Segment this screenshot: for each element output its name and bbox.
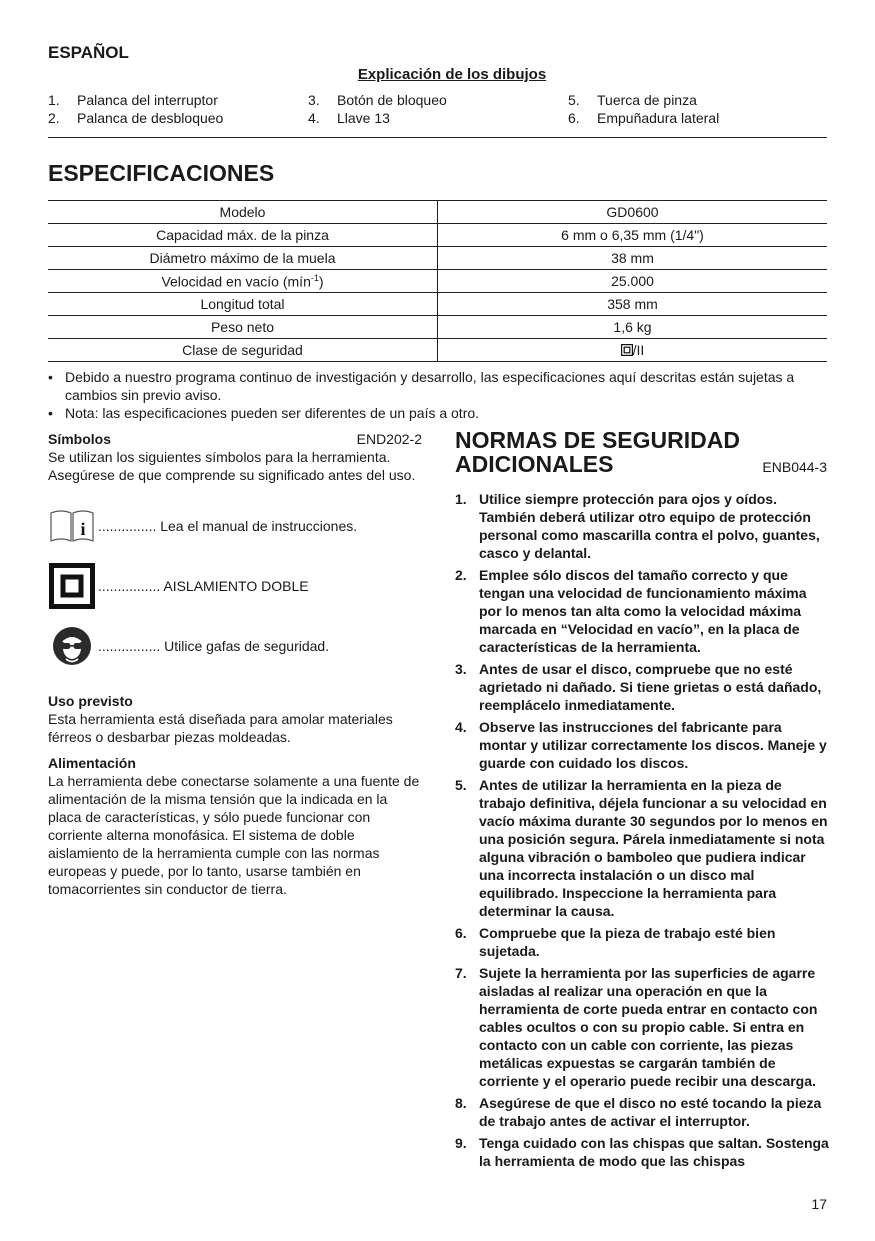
intended-use-text: Esta herramienta está diseñada para amolar materiales férreos o desbarbar piezas moldeadas. [48,711,393,745]
power-text: La herramienta debe conectarse solamente a una fuente de alimentación de la misma tensión que la indicada en la placa de características, y sólo puede funcionar con corriente alterna monofásica. El sistema de doble aislamiento de la herramienta cumple con las normas europeas y puede, por lo tanto, usarse también en tomacorrientes sin conductor de tierra. [48,773,420,897]
legend-item [568,91,719,109]
specifications-table [48,200,827,362]
note-item: • Nota: las especificaciones pueden ser diferentes de un país a otro. [48,404,838,422]
rule-number: 6. [455,925,467,941]
page-number: 17 [811,1196,827,1212]
symbols-title: Símbolos [48,431,112,447]
legend-column-3 [568,91,719,127]
rule-text: Utilice siempre protección para ojos y oídos. También deberá utilizar otro equipo de protección personal como mascarilla contra el polvo, guantes, casco y delantal. [479,491,820,561]
spec-value: 358 mm [438,293,828,316]
language-heading: ESPAÑOL [48,43,129,62]
safety-code: ENB044-3 [762,459,827,475]
rule-text: Antes de usar el disco, compruebe que no esté agrietado ni dañado. Si tiene grietas o está dañado, reemplácelo inmediatamente. [479,661,822,713]
list-item [455,490,829,562]
spec-value: 1,6 kg [438,316,828,339]
spec-label: Longitud total [48,293,438,316]
symbol-description: ............... Lea el manual de instrucciones. [98,518,358,534]
rule-text: Emplee sólo discos del tamaño correcto y que tengan una velocidad de funcionamiento máxima por lo menos tan alta como la velocidad máxima marcada en “Velocidad en vacío”, en la placa de características de la herramienta. [479,567,807,655]
rule-number: 2. [455,567,467,583]
double-insulation-icon [621,344,633,356]
svg-text:i: i [80,519,86,539]
spec-label-end: ) [318,273,324,290]
spec-value-safety-class [438,339,828,362]
safety-rules-list [455,490,829,1170]
rule-number: 9. [455,1135,467,1151]
spec-value: 25.000 [438,270,828,293]
list-item [455,964,829,1090]
safety-goggles-icon [52,626,92,666]
section-divider [48,137,827,138]
table-row [48,201,827,224]
rule-text: Antes de utilizar la herramienta en la pieza de trabajo definitiva, déjela funcionar a su velocidad en vacío máxima durante 30 segundos por lo menos en una posición segura. Párela inmediatamente si nota alguna vibración o bamboleo que pudiera indicar una incorrecta instalación o un disco mal equilibrado. Inspeccione la herramienta para determinar la causa. [479,777,828,919]
table-row [48,316,827,339]
list-item [455,776,829,920]
spec-label-superscript: -1 [310,272,319,283]
symbols-header [48,430,422,448]
spec-notes [48,368,838,422]
list-item [455,660,829,714]
rule-text: Asegúrese de que el disco no esté tocando la pieza de trabajo antes de activar el interruptor. [479,1095,822,1129]
symbol-description: ................ AISLAMIENTO DOBLE [98,578,309,594]
spec-value: 38 mm [438,247,828,270]
legend-number: 5. [568,92,580,108]
drawings-explanation-title: Explicación de los dibujos [357,66,547,83]
legend-item [568,109,719,127]
table-row [48,339,827,362]
spec-label: Peso neto [48,316,438,339]
symbol-row-goggles [48,616,422,676]
legend-number: 2. [48,110,60,126]
legend-label: Tuerca de pinza [597,92,697,108]
intended-use-title: Uso previsto [48,693,133,709]
note-item: • Debido a nuestro programa continuo de investigación y desarrollo, las especificaciones aquí descritas están sujetas a cambios sin previo aviso. [48,368,838,404]
rule-text: Sujete la herramienta por las superficies de agarre aisladas al realizar una operación en que la herramienta de corte pueda entrar en contacto con cables ocultos o con su propio cable. Si entra en contacto con un cable con corriente, las piezas metálicas expuestas se cargarán también de corriente y el operario puede recibir una descarga. [479,965,818,1089]
safety-title-line1: NORMAS DE SEGURIDAD [455,427,740,453]
left-column [48,430,422,898]
spec-label-text: Velocidad en vacío (mín [161,273,311,290]
symbol-row-manual [48,496,422,556]
rule-text: Observe las instrucciones del fabricante para montar y utilizar correctamente los discos. Maneje y guarde con cuidado los discos. [479,719,827,771]
legend-item [48,91,223,109]
legend-item [308,109,447,127]
legend-item [308,91,447,109]
table-row [48,293,827,316]
rule-number: 1. [455,491,467,507]
legend-item [48,109,223,127]
safety-title-line2: ADICIONALES [455,451,614,477]
rule-text: Tenga cuidado con las chispas que saltan. Sostenga la herramienta de modo que las chispas [479,1135,829,1169]
double-insulation-icon [49,563,95,609]
legend-column-1 [48,91,223,127]
manual-icon [49,508,95,544]
list-item [455,1134,829,1170]
rule-text: Compruebe que la pieza de trabajo esté bien sujetada. [479,925,776,959]
table-row [48,270,827,293]
legend-label: Palanca de desbloqueo [77,110,224,126]
rule-number: 3. [455,661,467,677]
list-item [455,718,829,772]
rule-number: 8. [455,1095,467,1111]
power-title: Alimentación [48,755,136,771]
spec-value: 6 mm o 6,35 mm (1/4") [438,224,828,247]
legend-label: Palanca del interruptor [77,92,218,108]
rule-number: 7. [455,965,467,981]
spec-label: Diámetro máximo de la muela [48,247,438,270]
symbol-description: ................ Utilice gafas de seguridad. [98,638,330,654]
specifications-title: ESPECIFICACIONES [48,160,275,186]
legend-number: 1. [48,92,60,108]
legend-number: 4. [308,110,320,126]
symbol-row-double-insulation [48,556,422,616]
legend-number: 6. [568,110,580,126]
spec-label: Clase de seguridad [48,339,438,362]
rule-number: 5. [455,777,467,793]
symbols-code: END202-2 [356,431,422,447]
legend-label: Botón de bloqueo [337,92,447,108]
symbols-intro: Se utilizan los siguientes símbolos para la herramienta. Asegúrese de que comprende su significado antes del uso. [48,449,416,483]
safety-class-text: /II [632,342,645,358]
right-column [455,428,829,1174]
list-item [455,566,829,656]
spec-label: Modelo [48,201,438,224]
list-item [455,1094,829,1130]
legend-column-2 [308,91,447,127]
legend-number: 3. [308,92,320,108]
rule-number: 4. [455,719,467,735]
table-row [48,224,827,247]
spec-label: Capacidad máx. de la pinza [48,224,438,247]
list-item [455,924,829,960]
legend-label: Empuñadura lateral [597,110,720,126]
spec-value: GD0600 [438,201,828,224]
safety-title-row [455,452,829,476]
table-row [48,247,827,270]
spec-label-speed [48,270,438,293]
legend-label: Llave 13 [337,110,390,126]
